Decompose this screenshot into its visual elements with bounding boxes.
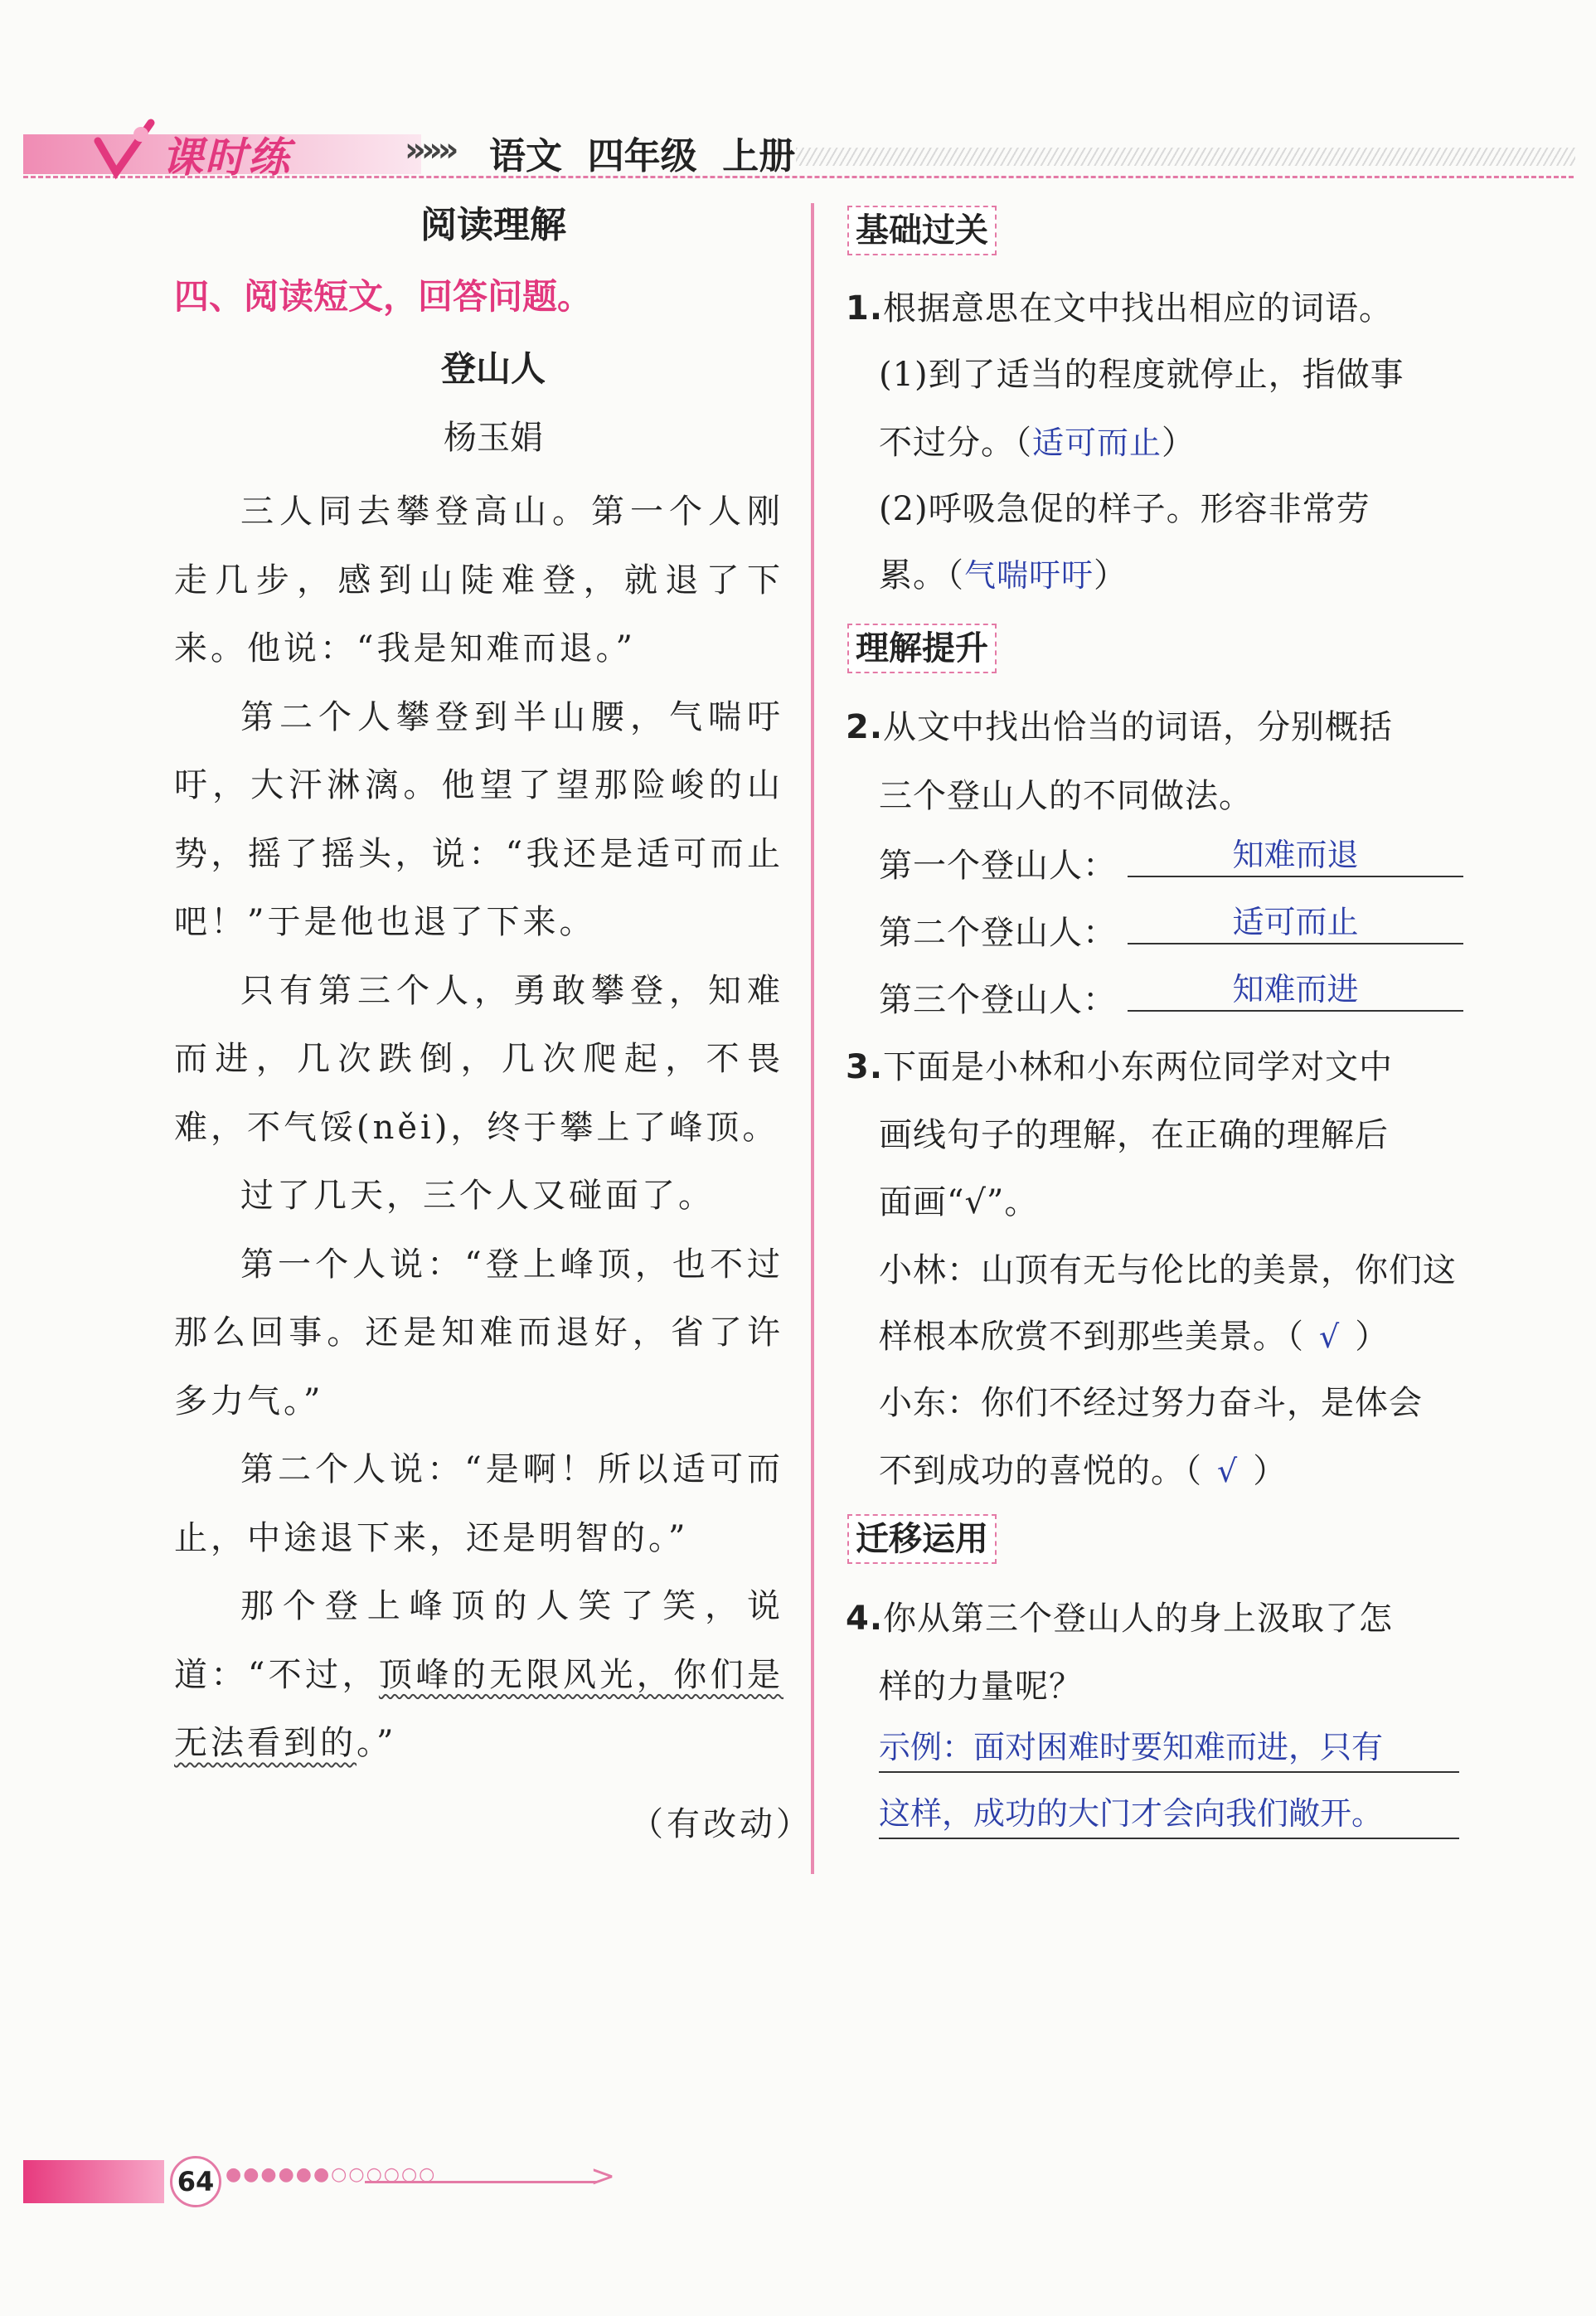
story-paragraph: 第二个人攀登到半山腰，气喘吁吁，大汗淋漓。他望了望那险峻的山势，摇了摇头，说：“我还是适可而止吧！”于是他也退了下来。 [174, 697, 783, 941]
q3-lin-1: 小林：山顶有无与伦比的美景，你们这 [879, 1251, 1457, 1289]
subject-grade: 语文 四年级 上册 [489, 135, 796, 177]
q3-stem-2: 画线句子的理解，在正确的理解后 [879, 1116, 1389, 1154]
q3-dong-1: 小东：你们不经过努力奋斗，是体会 [879, 1384, 1423, 1422]
q4-stem-1: 4.你从第三个登山人的身上汲取了怎 [846, 1600, 1394, 1638]
q4-answer-line-2[interactable]: 这样，成功的大门才会向我们敞开。 [879, 1779, 1459, 1839]
footer-bar [23, 2160, 164, 2203]
footer-dots: ●●●●●●○○○○○○ [226, 2164, 437, 2185]
story-paragraph: 三人同去攀登高山。第一个人刚走几步，感到山陡难登，就退了下来。他说：“我是知难而退。” [174, 493, 783, 668]
story-paragraph: 只有第三个人，勇敢攀登，知难而进，几次跌倒，几次爬起，不畏难，不气馁(něi)，终于攀上了峰顶。 [174, 971, 783, 1147]
tag-transfer: 迁移运用 [847, 1514, 997, 1564]
story-author: 杨玉娟 [444, 419, 543, 457]
q4-answer-line-1[interactable]: 示例：面对困难时要知难而进，只有 [879, 1713, 1459, 1773]
q1-2-line2: 累。（气喘吁吁） [879, 556, 1128, 595]
story-paragraph: 过了几天，三个人又碰面了。 [240, 1177, 715, 1215]
q3-stem-1: 3.下面是小林和小东两位同学对文中 [846, 1048, 1394, 1086]
tag-basic: 基础过关 [847, 206, 997, 255]
q3-dong-checkmark: √ [1217, 1453, 1239, 1489]
q1-1-line2: 不过分。（适可而止） [879, 424, 1196, 462]
q1-2-line1: (2)呼吸急促的样子。形容非常劳 [879, 490, 1370, 528]
q3-lin-2: 样根本欣赏不到那些美景。（ √ ） [879, 1318, 1390, 1356]
q1-1-answer: 适可而止 [1032, 425, 1162, 461]
footer-line [365, 2181, 597, 2183]
underlined-sentence: 顶峰的无限风光，你们是无法看到的 [174, 1655, 783, 1762]
header-hatch [796, 148, 1575, 166]
q3-stem-3: 面画“√”。 [879, 1183, 1039, 1221]
q1-stem: 1.根据意思在文中找出相应的词语。 [846, 289, 1394, 328]
q1-1-line1: (1)到了适当的程度就停止，指做事 [879, 356, 1404, 394]
story-paragraph: 第一个人说：“登上峰顶，也不过那么回事。还是知难而退好，省了许多力气。” [174, 1245, 783, 1420]
brand-arrows: »»» [405, 131, 454, 169]
q2-row-label: 第二个登山人： [879, 914, 1117, 952]
q2-row-label: 第一个登山人： [879, 847, 1117, 885]
story-paragraph: 第二个人说：“是啊！所以适可而止，中途退下来，还是明智的。” [174, 1450, 783, 1557]
q2-row-label: 第三个登山人： [879, 981, 1117, 1019]
brand-logo-icon [91, 116, 166, 186]
story-paragraph-last: 那个登上峰顶的人笑了笑，说道：“不过，顶峰的无限风光，你们是无法看到的。” [174, 1587, 783, 1762]
tag-understand: 理解提升 [847, 624, 997, 673]
q3-lin-checkmark: √ [1319, 1318, 1341, 1355]
q2-stem-2: 三个登山人的不同做法。 [879, 777, 1253, 815]
footer-arrow-icon: > [590, 2159, 616, 2193]
brand-name: 课时练 [162, 134, 291, 182]
q3-dong-2: 不到成功的喜悦的。（ √ ） [879, 1452, 1288, 1490]
story-body [174, 478, 783, 1778]
q1-2-answer: 气喘吁吁 [964, 557, 1094, 594]
q4-stem-2: 样的力量呢？ [879, 1668, 1083, 1706]
q2-answer-blank[interactable]: 知难而退 [1128, 829, 1463, 877]
story-title: 登山人 [440, 348, 546, 389]
q2-answer-blank[interactable]: 适可而止 [1128, 896, 1463, 944]
question-heading: 四、阅读短文，回答问题。 [174, 276, 593, 317]
source-note: （有改动） [630, 1805, 813, 1843]
q2-stem-1: 2.从文中找出恰当的词语，分别概括 [846, 708, 1394, 746]
page-number: 64 [170, 2156, 221, 2207]
section-title: 阅读理解 [420, 204, 566, 246]
q2-answer-blank[interactable]: 知难而进 [1128, 964, 1463, 1012]
